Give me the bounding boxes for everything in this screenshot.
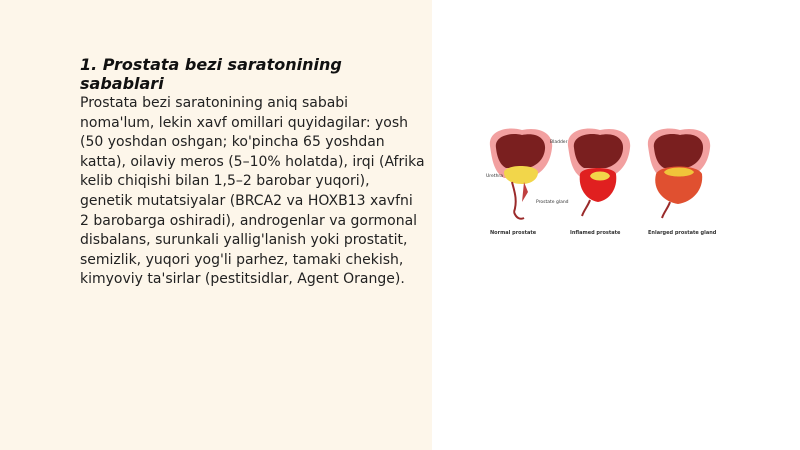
bladder-label: Bladder — [550, 140, 568, 145]
slide-body: Prostata bezi saratonining aniq sababi noma'lum, lekin xavf omillari quyidagilar: yosh (50 yoshdan oshgan; ko'pincha 65 yoshdan katta), oilaviy meros (5–10% holatda), irqi (Afrika kelib chiqishi bilan 1,5–2 barobar yuqori), genetik mutatsiyalar (BRCA2 va HOXB13 xavfni 2 barobarga oshiradi), androgenlar va gormonal disbalans, surunkali yallig'lanish yoki prostatit, semizlik, yuqori yog'li parhez, tamaki chekish, kimyoviy ta'sirlar (pestitsidlar, Agent Orange). — [80, 95, 425, 288]
caption-inflamed: Inflamed prostate — [570, 230, 621, 236]
prostate-diagrams — [484, 126, 720, 238]
enlarged-prostate-diagram — [648, 129, 710, 218]
slide-title: 1. Prostata bezi saratonining sabablari — [80, 55, 342, 93]
inflamed-prostate-diagram — [568, 129, 630, 216]
prostate-illustration — [484, 126, 720, 238]
caption-normal: Normal prostate — [490, 230, 537, 236]
caption-enlarged: Enlarged prostate gland — [648, 230, 717, 236]
urethra-label: Urethra — [486, 174, 504, 179]
prostate-gland-label: Prostate gland — [536, 200, 569, 205]
